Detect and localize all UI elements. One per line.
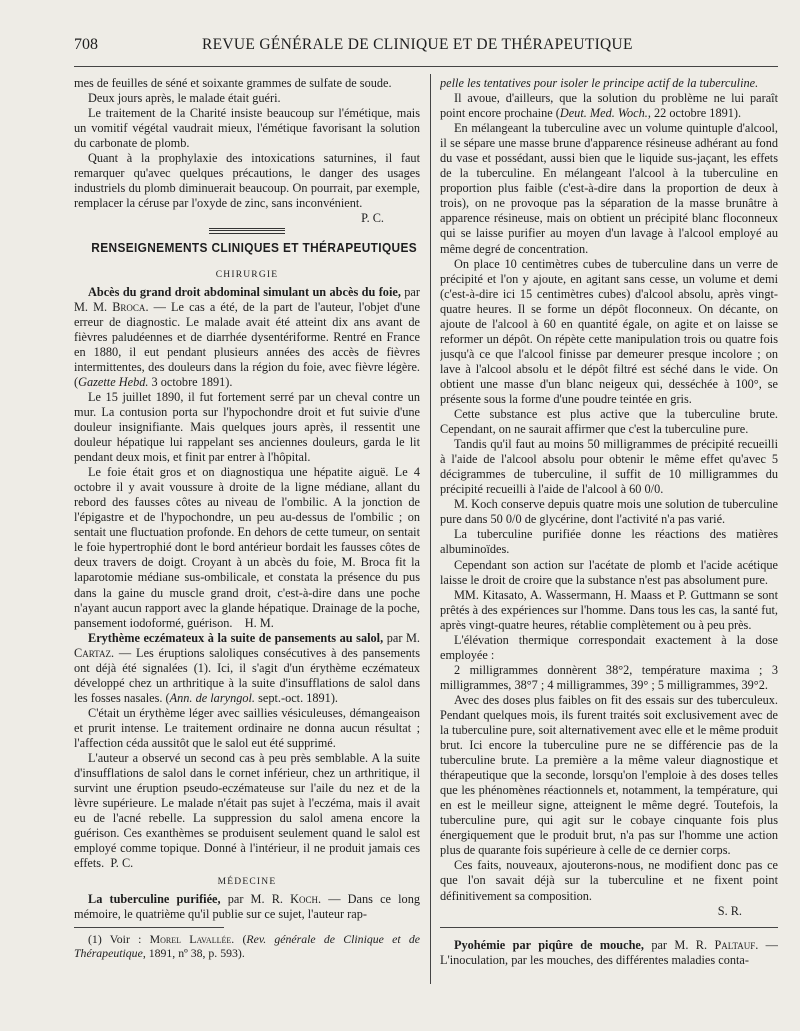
article-pyohemie: Pyohémie par piqûre de mouche, par M. R. Paltauf. — L'inoculation, par les mouches, des différentes maladies conta- [440, 937, 778, 967]
author-name: Koch [290, 892, 319, 907]
reference: Deut. Med. Woch. [559, 106, 648, 121]
footnote: (1) Voir : Morel Lavallée. (Rev. générale de Clinique et de Thérapeutique, 1891, nº 38, p. 593). [74, 931, 420, 961]
paragraph: Le 15 juillet 1890, il fut fortement serré par un cheval contre un mur. La contusion porta sur l'hypochondre droit et fut suivie d'une douleur insignifiante. Mais quelques jours après, il ressentit une douleur hépatique lui rappelant ses anciennes douleurs, garda le lit pendant deux mois, et finit par entrer à l'hôpital. [74, 389, 420, 465]
article-abces: Abcès du grand droit abdominal simulant un abcès du foie, par M. M. Broca. — Le cas a été, de la part de l'auteur, l'objet d'une erreur de diagnostic. Le malade avait été atteint dix ans avant de fièvres paludéennes et de diarrhée dysentériforme. Rentré en France en 1880, il eut pendant plusieurs années des accès de fièvres intermittentes, des douleurs dans la région du foie, avec fièvre légère. (Gazette Hebd. 3 octobre 1891). [74, 284, 420, 389]
paragraph: mes de feuilles de séné et soixante grammes de sulfate de soude. [74, 76, 392, 90]
reference: Rev. générale de Clinique et de Thérapeutique [74, 931, 420, 961]
footnote-rule [440, 927, 778, 928]
subsection-heading: MÉDECINE [217, 877, 277, 888]
paragraph: MM. Kitasato, A. Wassermann, H. Maass et P. Guttmann se sont prêtés à des expériences sur l'homme. Dans tous les cas, la santé fut, après vingt-quatre heures, rétablie complètement ou à peu près. [440, 587, 778, 632]
header-rule [74, 66, 778, 67]
article-title: La tuberculine purifiée, [88, 892, 221, 907]
reference: Gazette Hebd. [78, 374, 149, 389]
paragraph: C'était un érythème léger avec saillies vésiculeuses, démangeaison et prurit intense. Le traitement ordinaire ne donna aucun résultat ; l'affection céda aussitôt que le salol eut été supprimé. [74, 705, 420, 750]
paragraph: Le foie était gros et on diagnostiqua une hépatite aiguë. Le 4 octobre il y avait voussure à droite de la ligne médiane, allant du rebord des fausses côtes au niveau de l'ombilic. A la jonction de l'épigastre et de l'hypochondre, un peu au-dessus de l'ombilic ; on sentait une fluctuation profonde. En dehors de cette tumeur, on sentait le foie hypertrophié dont le bord antérieur bordait les fausses côtes de deux travers de doigt. Croyant à un abcès du foie, M. Broca fit la laparotomie médiane sus-ombilicale, et constata la présence du pus dans la gaine du muscle grand droit, c'est-à-dire dans une poche n'ayant aucun rapport avec la glande hépatique. Drainage de la poche, pansement iodoformé, guérison. H. M. [74, 465, 420, 630]
section-ornament [209, 228, 285, 234]
author-name: Morel Lavallée [149, 931, 232, 946]
page-header [66, 36, 766, 58]
signature: P. C. [361, 211, 384, 226]
signature: H. M. [244, 615, 274, 630]
right-column [440, 76, 778, 1031]
author-name: Broca [112, 299, 146, 314]
footnote-rule [74, 927, 224, 928]
paragraph: Quant à la prophylaxie des intoxications saturnines, il faut remarquer qu'avec quelques précautions, le danger des usages industriels du plomb diminuerait beaucoup. On pourrait, par exemple, remplacer la céruse par l'oxyde de zinc, sans inconvénient. [74, 151, 420, 211]
article-title: Erythème eczémateux à la suite de pansements au salol, [88, 630, 384, 645]
left-column [74, 76, 420, 1031]
author-name: Paltauf [714, 937, 756, 952]
article-tuberculine: La tuberculine purifiée, par M. R. Koch. — Dans ce long mémoire, le quatrième qu'il publie sur ce sujet, l'auteur rap- [74, 892, 420, 922]
paragraph: L'élévation thermique correspondait exactement à la dose employée : [440, 632, 778, 662]
paragraph: Cependant son action sur l'acétate de plomb et l'acide acétique laisse le droit de croire que la substance n'est pas absolument pure. [440, 557, 778, 587]
running-title: REVUE GÉNÉRALE DE CLINIQUE ET DE THÉRAPEUTIQUE [202, 36, 633, 53]
paragraph: En mélangeant la tuberculine avec un volume quintuple d'alcool, il se sépare une masse brune d'apparence résineuse adhérant au fond du vase et possédant, aussi bien que le liquide sus-jaçant, les effets de la tuberculine. En mélangeant l'alcool à la tuberculine en proportion plus faible (c'est-à-dire dans la proportion de deux à trois), on ne provoque pas la séparation de la masse brunâtre à apparence résineuse, mais on obtient un précipité blanc floconneux qui se laisse purifier au moyen d'un lavage à l'alcool employé au même degré de concentration. [440, 121, 778, 256]
paragraph: 2 milligrammes donnèrent 38°2, température maxima ; 3 milligrammes, 38°7 ; 4 milligrammes, 39° ; 5 milligrammes, 39°2. [440, 662, 778, 692]
reference: Ann. de laryngol. [169, 690, 256, 705]
paragraph: pelle les tentatives pour isoler le principe actif de la tuberculine. [440, 76, 759, 90]
signature: S. R. [717, 903, 742, 918]
article-erytheme: Erythème eczémateux à la suite de pansements au salol, par M. Cartaz. — Les éruptions saloliques consécutives à des pansements ont déjà été signalées (1). Ici, il s'agit d'un érythème eczémateux développé chez un arthritique à la suite d'insufflations de salol dans les fosses nasales. (Ann. de laryngol. sept.-oct. 1891). [74, 630, 420, 705]
author-name: Cartaz [74, 645, 111, 660]
paragraph: Le traitement de la Charité insiste beaucoup sur l'émétique, mais un vomitif végétal vaudrait mieux, l'émétique favorisant la solution du carbonate de plomb. [74, 106, 420, 151]
paragraph: Avec des doses plus faibles on fit des essais sur des tuberculeux. Pendant quelques mois, ils furent traités soit exclusivement avec de la tuberculine pure, soit alternativement avec elle et le même produit brut. Ici encore la tuberculine pure ne se différencie pas de la tuberculine brute. La première a la même valeur diagnostique et thérapeutique que la seconde, lorsqu'on l'emploie à des doses telles que les phénomènes réactionnels et, notamment, la température, qui en est le meilleur signe, atteignent le même degré. Toutefois, la tuberculine pure, qui agit sur le cobaye cinquante fois plus énergiquement que le produit brut, n'a pas sur l'homme une action plus de quarante fois supérieure à celle de ce dernier corps. [440, 692, 778, 858]
section-title: RENSEIGNEMENTS CLINIQUES ET THÉRAPEUTIQUES [91, 240, 418, 256]
paragraph: Il avoue, d'ailleurs, que la solution du problème ne lui paraît point encore prochaine (Deut. Med. Woch., 22 octobre 1891). [440, 91, 778, 121]
paragraph: La tuberculine purifiée donne les réactions des matières albuminoïdes. [440, 527, 778, 557]
article-title: Abcès du grand droit abdominal simulant un abcès du foie, [88, 284, 401, 299]
signature: P. C. [110, 856, 134, 871]
paragraph: Ces faits, nouveaux, ajouterons-nous, ne modifient donc pas ce que l'on savait déjà sur la tuberculine et ne fixent point définitivement sa composition. [440, 858, 778, 903]
article-title: Pyohémie par piqûre de mouche, [454, 937, 644, 952]
paragraph: Cette substance est plus active que la tuberculine brute. Cependant, on ne saurait affirmer que c'est la tuberculine pure. [440, 407, 778, 437]
subsection-heading: CHIRURGIE [215, 269, 279, 280]
column-divider [430, 74, 431, 984]
paragraph: Deux jours après, le malade était guéri. [88, 91, 281, 106]
page-number: 708 [74, 36, 98, 53]
paragraph: M. Koch conserve depuis quatre mois une solution de tuberculine pure dans 50 0/0 de glycérine, dont l'activité n'a pas varié. [440, 497, 778, 527]
paragraph: On place 10 centimètres cubes de tuberculine dans un verre de précipité et l'on y ajoute, en agitant sans cesse, un volume et demi (c'est-à-dire ici 15 centimètres cubes) d'alcool absolu, après vingt-quatre heures. Il se forme un dépôt floconneux. On décante, on ajoute de l'alcool à 60 en quantité égale, on agite et on laisse se reformer un dépôt. On répète cette manipulation trois ou quatre fois jusqu'à ce que l'alcool finisse par demeurer presque incolore ; on lave à l'alcool absolu et le dépôt filtré est séché dans le vide. On obtient une masse d'un blanc neigeux qui, desséchée à 100°, se présente sous la forme d'une poudre teintée en gris. [440, 256, 778, 406]
paragraph: L'auteur a observé un second cas à peu près semblable. A la suite d'insufflations de salol dans le cornet inférieur, chez un arthritique, il survint une éruption pseudo-eczémateuse sur l'aile du nez et de la lèvre supérieure. Le malade n'était pas sujet à l'eczéma, mais il avait eu de l'acné rebelle. La suppression du salol amena encore la guérison. Ces exanthèmes se produisent seulement quand le salol est employé comme topique. Donné à l'intérieur, il ne produit jamais ces effets. P. C. [74, 751, 420, 871]
paragraph: Tandis qu'il faut au moins 50 milligrammes de précipité recueilli à l'aide de l'alcool absolu pour obtenir le même effet qu'avec 5 décigrammes de tuberculine, il suffit de 10 milligrammes du précipité recueilli à l'aide de l'alcool à 60 0/0. [440, 437, 778, 497]
